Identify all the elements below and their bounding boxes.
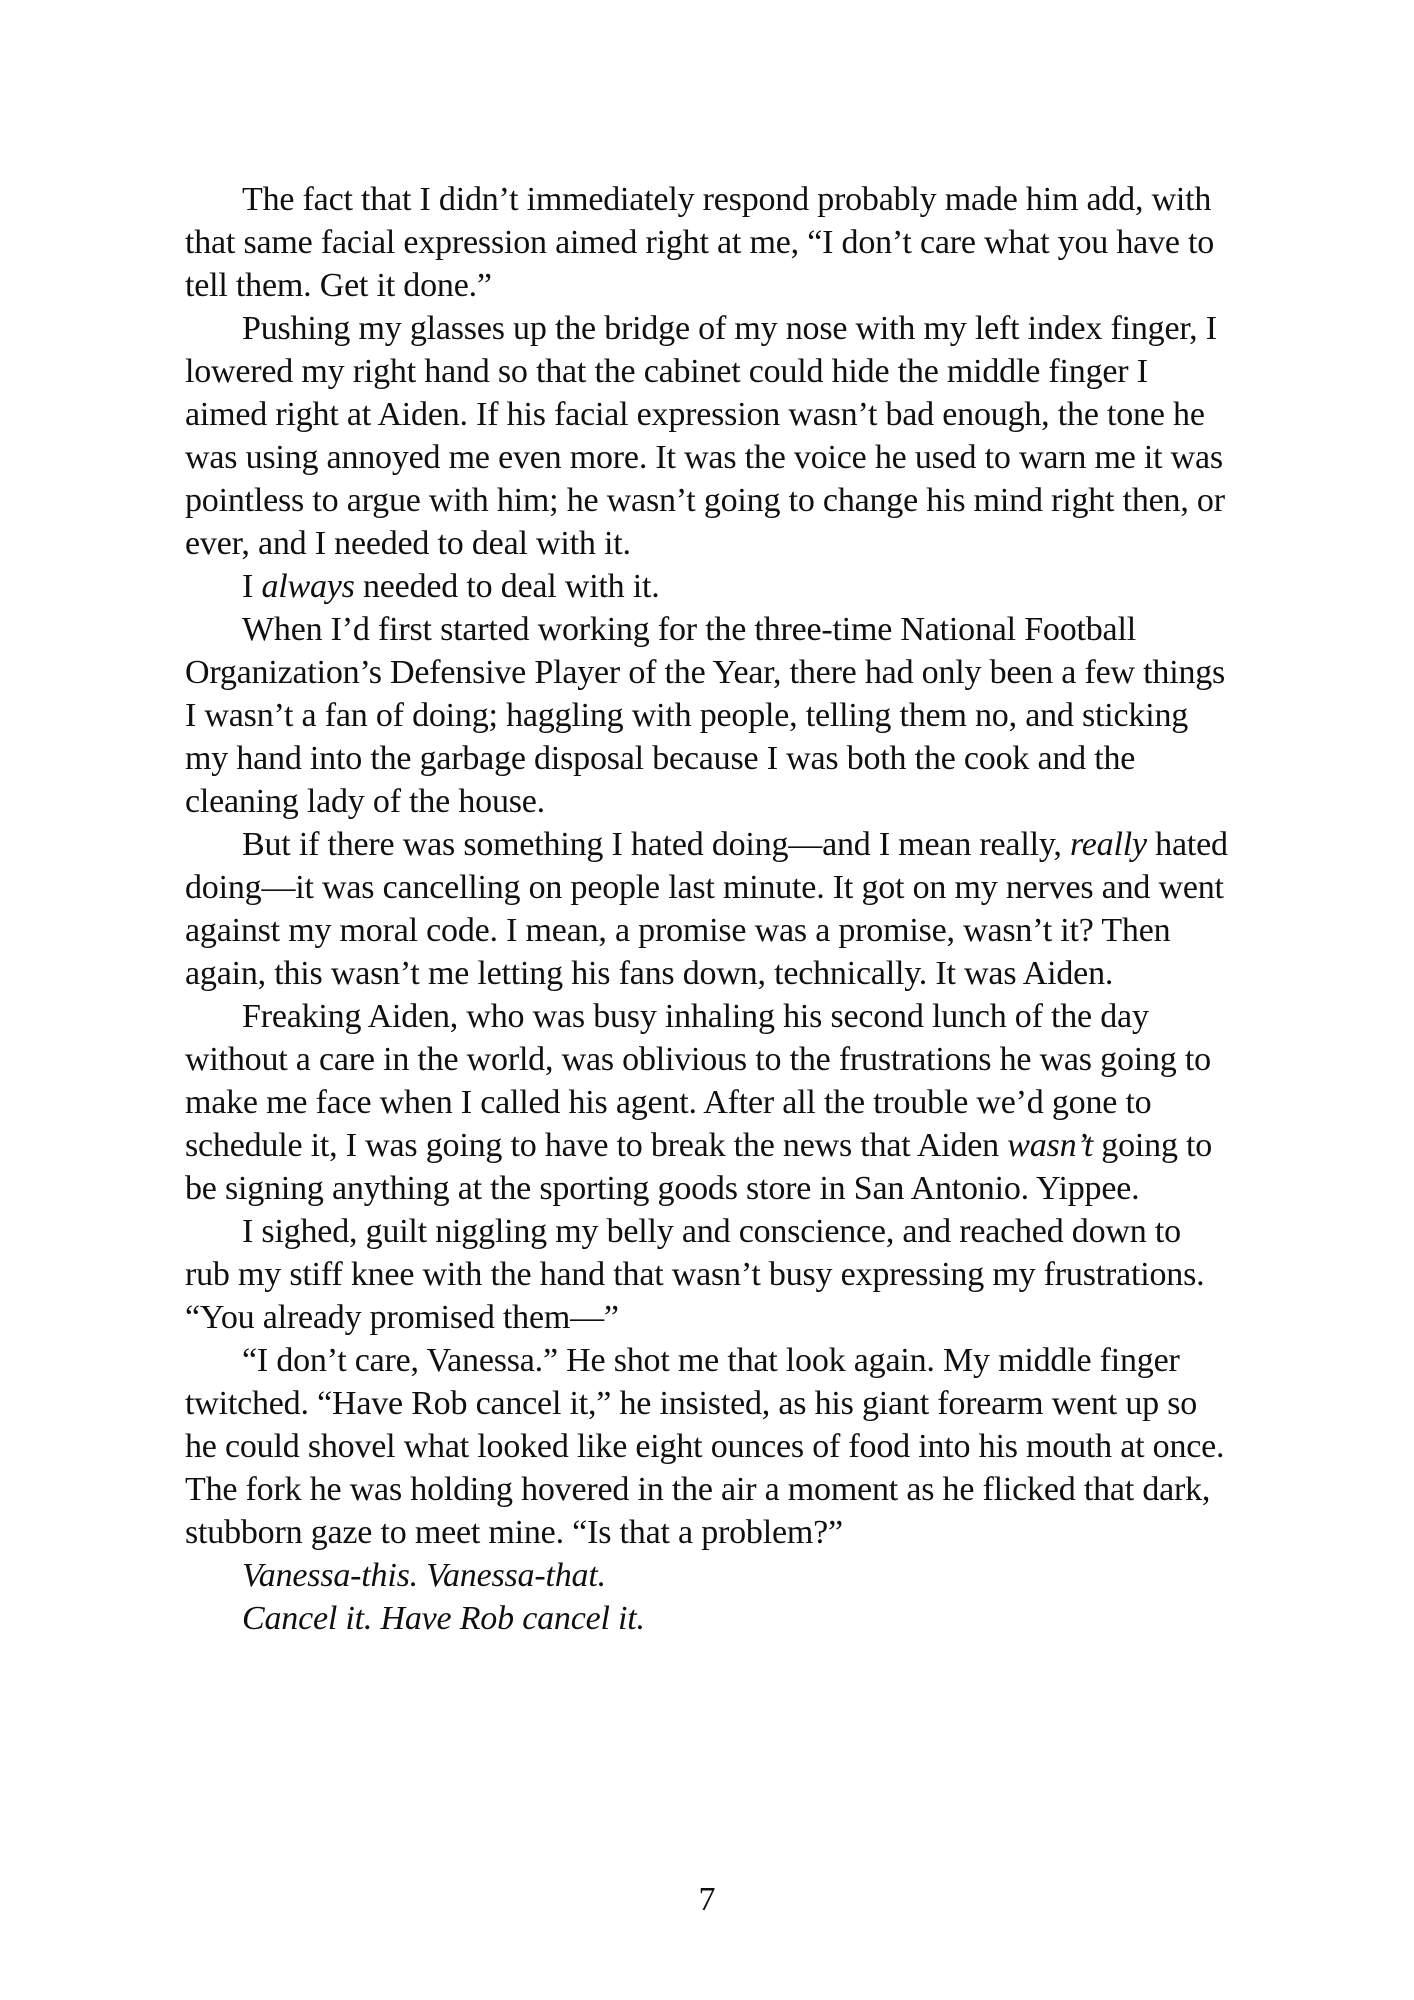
italic-text-run: wasn’t	[1007, 1127, 1093, 1164]
paragraph	[185, 178, 1231, 307]
paragraph	[185, 1554, 1231, 1597]
text-run: When I’d first started working for the three-time National Football Organization’s Defensive Player of the Year, there had only been a few things I wasn’t a fan of doing; haggling with people, telling them no, and sticking my hand into the garbage disposal because I was both the cook and the cleaning lady of the house.	[185, 611, 1226, 820]
text-run: hated doing—it was cancelling on people last minute. It got on my nerves and went against my moral code. I mean, a promise was a promise, wasn’t it? Then again, this wasn’t me letting his fans down, technically. It was Aiden.	[185, 826, 1228, 992]
page-text	[185, 178, 1231, 1640]
text-run: Freaking Aiden, who was busy inhaling his second lunch of the day without a care in the world, was oblivious to the frustrations he was going to make me face when I called his agent. After all the trouble we’d gone to schedule it, I was going to have to break the news that Aiden	[185, 998, 1211, 1164]
text-run: I sighed, guilt niggling my belly and conscience, and reached down to rub my stiff knee with the hand that wasn’t busy expressing my frustrations. “You already promised them—”	[185, 1213, 1205, 1336]
text-run: “I don’t care, Vanessa.” He shot me that look again. My middle finger twitched. “Have Rob cancel it,” he insisted, as his giant forearm went up so he could shovel what looked like eight ounces of food into his mouth at once. The fork he was holding hovered in the air a moment as he flicked that dark, stubborn gaze to meet mine. “Is that a problem?”	[185, 1342, 1225, 1551]
text-run: But if there was something I hated doing—and I mean really,	[242, 826, 1071, 863]
text-run: going to be signing anything at the sporting goods store in San Antonio. Yippee.	[185, 1127, 1213, 1207]
paragraph	[185, 1339, 1231, 1554]
paragraph	[185, 307, 1231, 565]
text-run: The fact that I didn’t immediately respond probably made him add, with that same facial expression aimed right at me, “I don’t care what you have to tell them. Get it done.”	[185, 181, 1215, 304]
paragraph	[185, 995, 1231, 1210]
text-run: Pushing my glasses up the bridge of my nose with my left index finger, I lowered my right hand so that the cabinet could hide the middle finger I aimed right at Aiden. If his facial expression wasn’t bad enough, the tone he was using annoyed me even more. It was the voice he used to warn me it was pointless to argue with him; he wasn’t going to change his mind right then, or ever, and I needed to deal with it.	[185, 310, 1225, 562]
paragraph	[185, 823, 1231, 995]
italic-text-run: really	[1070, 826, 1147, 863]
italic-text-run: always	[261, 568, 355, 605]
paragraph	[185, 1597, 1231, 1640]
italic-text-run: Cancel it. Have Rob cancel it.	[242, 1600, 645, 1637]
text-run: I	[242, 568, 262, 605]
italic-text-run: Vanessa-this. Vanessa-that.	[242, 1557, 606, 1594]
paragraph	[185, 1210, 1231, 1339]
text-run: needed to deal with it.	[354, 568, 660, 605]
paragraph	[185, 608, 1231, 823]
page-number: 7	[698, 1881, 716, 1918]
paragraph	[185, 565, 1231, 608]
